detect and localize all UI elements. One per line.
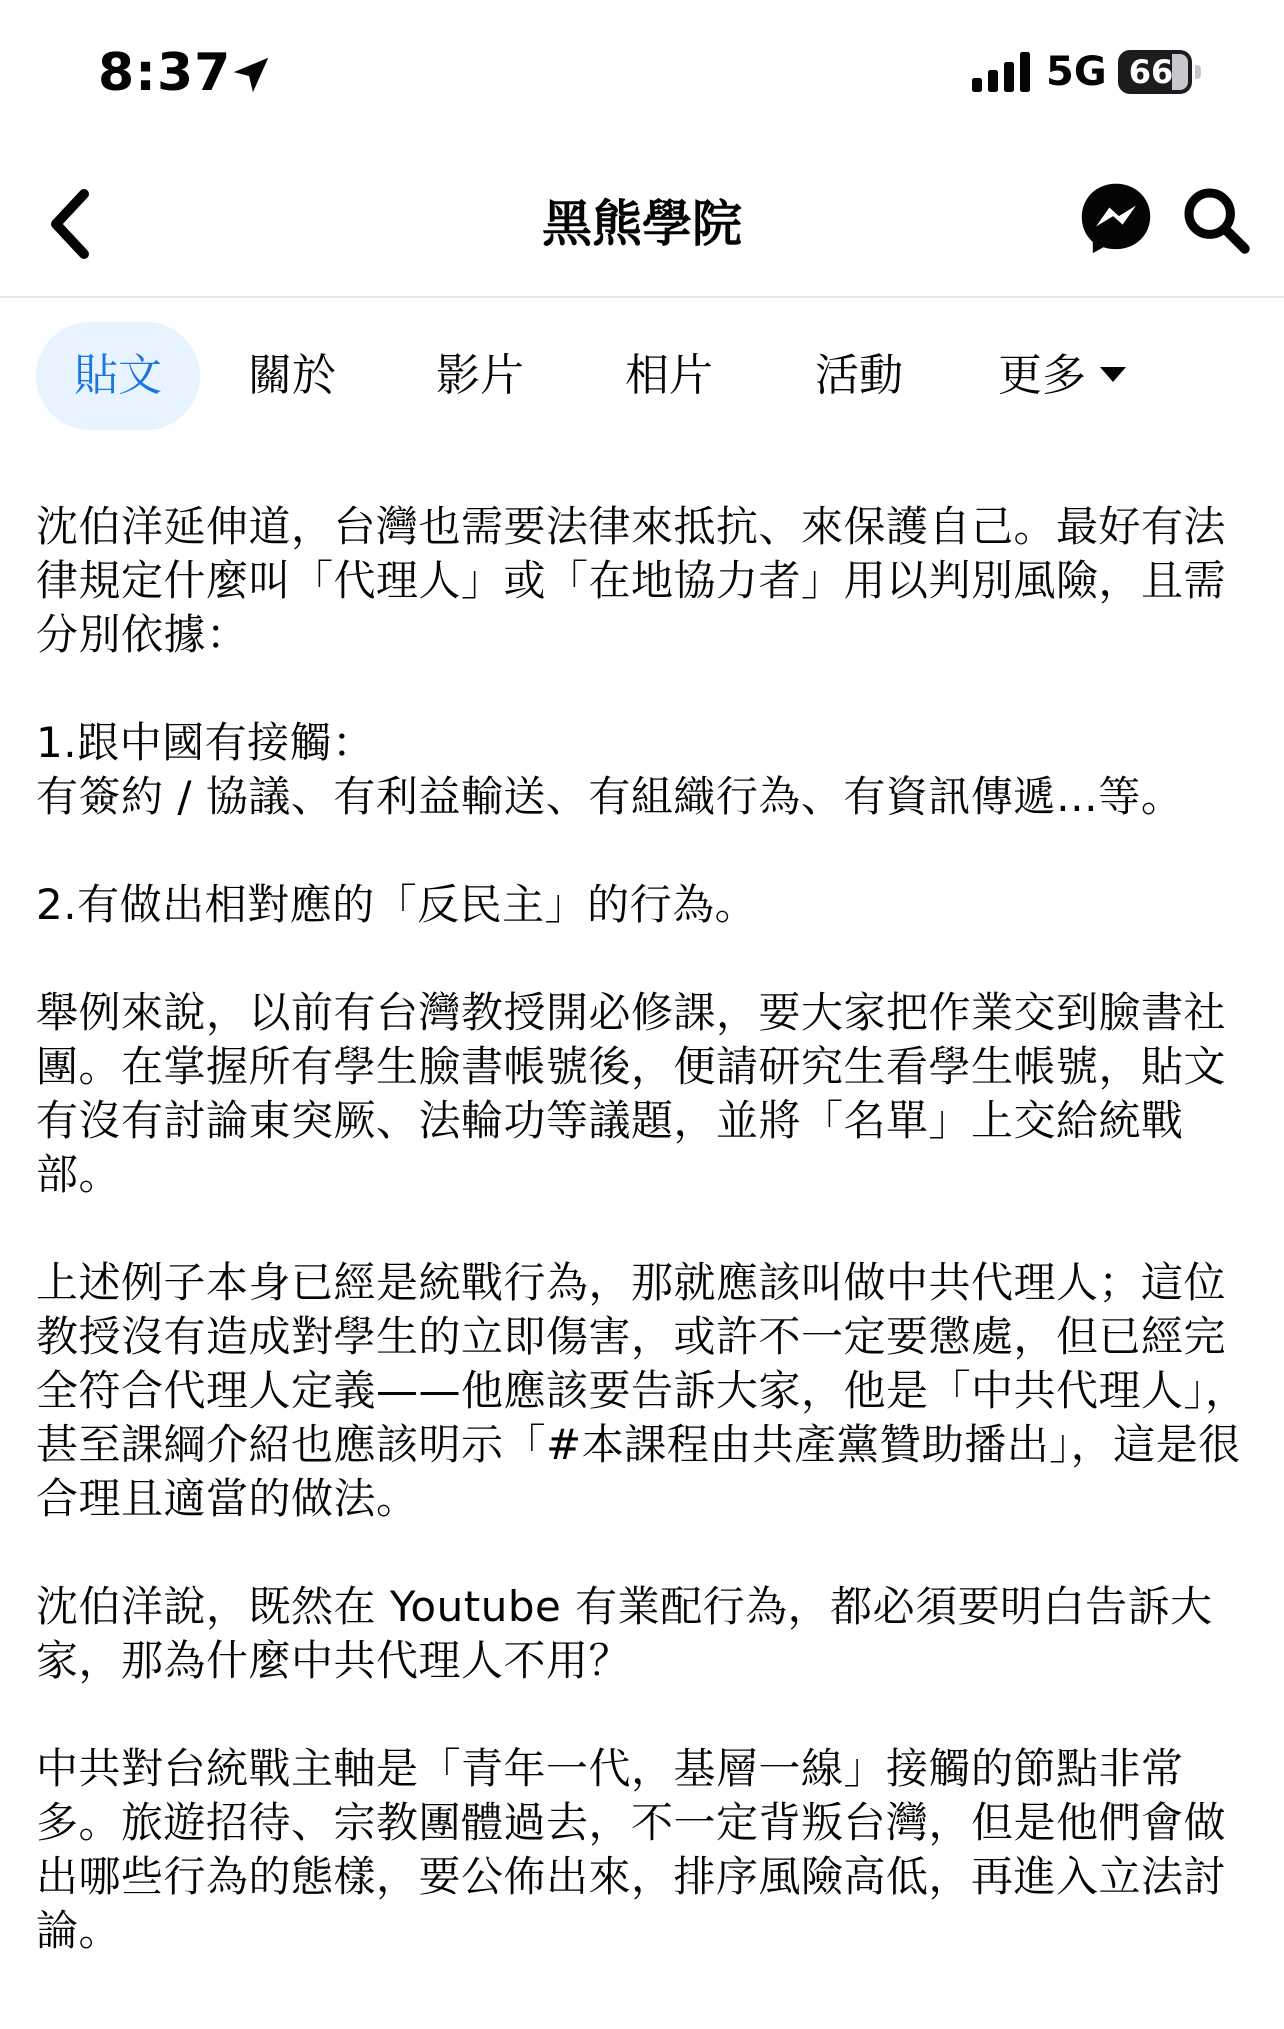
status-bar — [0, 0, 1284, 150]
post-paragraph: 舉例來說，以前有台灣教授開必修課，要大家把作業交到臉書社團。在掌握所有學生臉書帳號後，便請研究生看學生帳號，貼文有沒有討論東突厥、法輪功等議題，並將「名單」上交給統戰部。 — [36, 988, 1227, 1199]
cellular-signal-icon — [972, 52, 1032, 92]
post-paragraph: 沈伯洋延伸道，台灣也需要法律來抵抗、來保護自己。最好有法律規定什麼叫「代理人」或「在地協力者」用以判別風險，且需分別依據： — [36, 502, 1227, 659]
search-icon[interactable] — [1180, 184, 1252, 256]
status-time: 8:37 — [98, 43, 232, 103]
caret-down-icon — [1100, 367, 1126, 382]
back-chevron-icon[interactable] — [40, 186, 104, 262]
tab-about[interactable]: 關於 — [248, 350, 336, 401]
tab-videos[interactable]: 影片 — [436, 350, 524, 401]
tab-more[interactable] — [998, 322, 1148, 430]
location-arrow-icon — [228, 52, 274, 98]
post-paragraph: 沈伯洋說，既然在 Youtube 有業配行為，都必須要明白告訴大家，那為什麼中共代理人不用？ — [36, 1582, 1213, 1685]
page-header — [0, 150, 1284, 298]
battery-level: 66 — [1128, 53, 1174, 91]
post-paragraph: 1.跟中國有接觸： 有簽約 / 協議、有利益輸送、有組織行為、有資訊傳遞…等。 — [36, 718, 1184, 821]
tab-posts[interactable]: 貼文 — [36, 322, 200, 430]
messenger-icon[interactable] — [1078, 180, 1154, 256]
tab-events[interactable]: 活動 — [815, 350, 903, 401]
page-title: 黑熊學院 — [542, 195, 742, 253]
battery-icon — [1118, 50, 1202, 94]
post-paragraph: 中共對台統戰主軸是「青年一代，基層一線」接觸的節點非常多。旅遊招待、宗教團體過去，不一定背叛台灣，但是他們會做出哪些行為的態樣，要公佈出來，排序風險高低，再進入立法討論。 — [36, 1744, 1227, 1955]
page-tabs — [36, 322, 1266, 430]
post-paragraph: 上述例子本身已經是統戰行為，那就應該叫做中共代理人；這位教授沒有造成對學生的立即傷害，或許不一定要懲處，但已經完全符合代理人定義——他應該要告訴大家，他是「中共代理人」，甚至課綱介紹也應該明示「#本課程由共產黨贊助播出」，這是很合理且適當的做法。 — [36, 1258, 1248, 1523]
tab-photos[interactable]: 相片 — [625, 350, 713, 401]
network-type-label: 5G — [1046, 49, 1107, 95]
tab-more-label: 更多 — [998, 350, 1086, 401]
post-body — [36, 500, 1252, 2012]
post-paragraph: 2.有做出相對應的「反民主」的行為。 — [36, 880, 758, 929]
